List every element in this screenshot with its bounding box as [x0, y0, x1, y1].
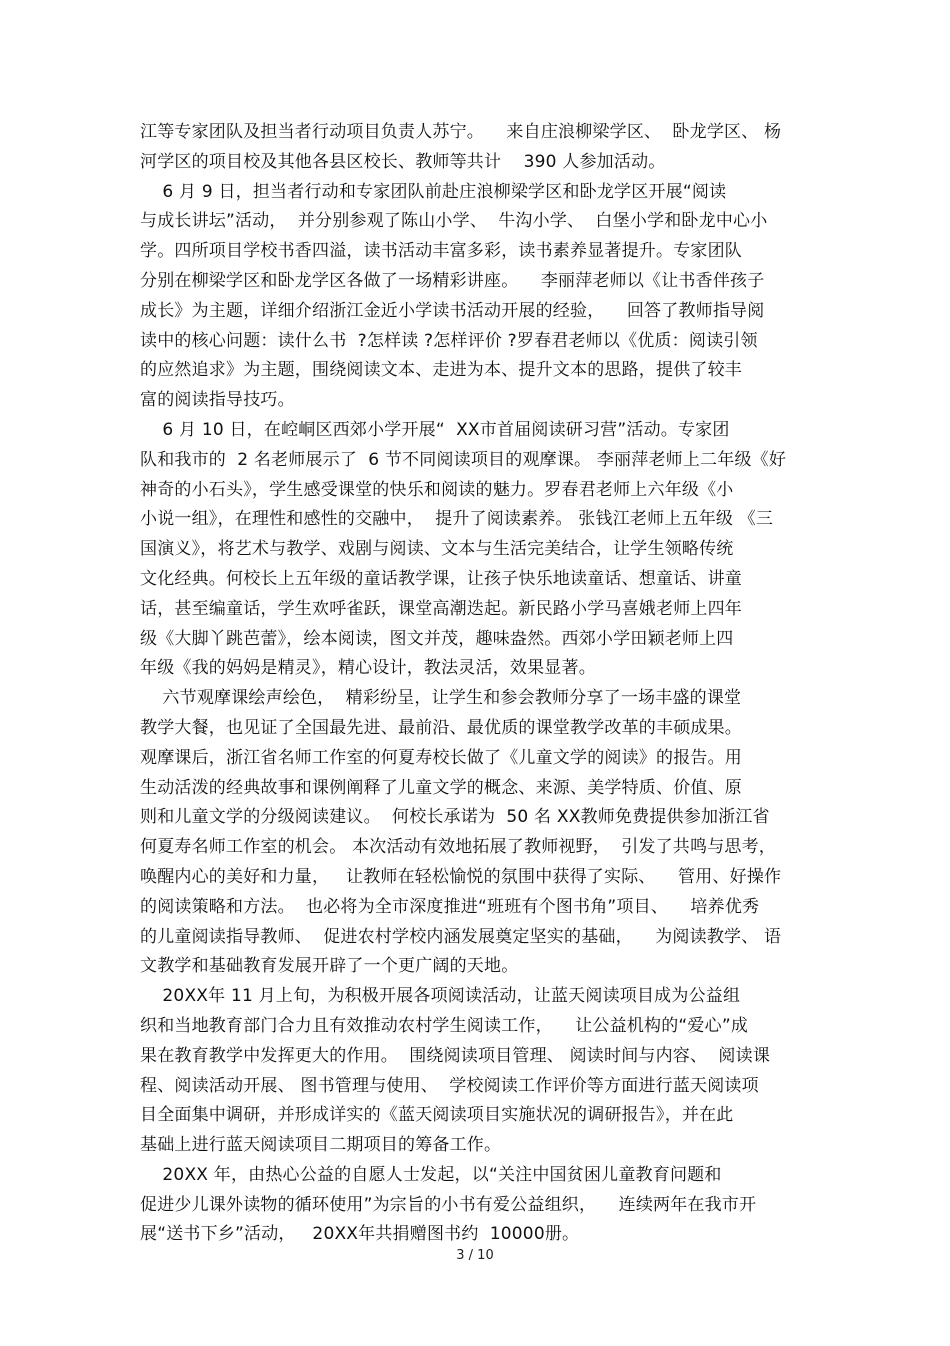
text-line: 织和当地教育部门合力且有效推动农村学生阅读工作， 让公益机构的“爱心”成 [140, 1015, 749, 1036]
text-line: 展“送书下乡”活动， 20XX年共捐赠图书约 10000册。 [140, 1224, 580, 1245]
text-line: 级《大脚丫跳芭蕾》，绘本阅读，图文并茂，趣味盎然。西郊小学田颖老师上四 [140, 628, 734, 649]
text-line: 话，甚至编童话，学生欢呼雀跃，课堂高潮迭起。新民路小学马喜娥老师上四年 [140, 598, 742, 619]
text-line: 6 月 10 日，在崆峒区西郊小学开展“ XX市首届阅读研习营”活动。专家团 [140, 419, 730, 440]
text-line: 江等专家团队及担当者行动项目负责人苏宁。 来自庄浪柳梁学区、 卧龙学区、 杨 [140, 122, 782, 142]
text-line: 促进少儿课外读物的循环使用”为宗旨的小书有爱公益组织， 连续两年在我市开 [140, 1194, 757, 1215]
body-text [140, 118, 820, 1250]
text-line: 目全面集中调研，并形成详实的《蓝天阅读项目实施状况的调研报告》，并在此 [140, 1105, 734, 1126]
text-line: 何夏寿名师工作室的机会。 本次活动有效地拓展了教师视野， 引发了共鸣与思考， [140, 837, 777, 858]
text-line: 小说一组》，在理性和感性的交融中， 提升了阅读素养。 张钱江老师上五年级 《三 [140, 509, 774, 530]
text-line: 生动活泼的经典故事和课例阐释了儿童文学的概念、来源、美学特质、价值、原 [140, 777, 742, 798]
text-line: 6 月 9 日，担当者行动和专家团队前赴庄浪柳梁学区和卧龙学区开展“阅读 [140, 181, 727, 202]
text-line: 观摩课后，浙江省名师工作室的何夏寿校长做了《儿童文学的阅读》的报告。用 [140, 747, 742, 768]
text-line: 的应然追求》为主题，围绕阅读文本、走进为本、提升文本的思路，提供了较丰 [140, 360, 742, 381]
text-line: 20XX 年，由热心公益的自愿人士发起，以“关注中国贫困儿童教育问题和 [140, 1164, 722, 1185]
text-line: 的阅读策略和方法。 也必将为全市深度推进“班班有个图书角”项目、 培养优秀 [140, 896, 760, 917]
page-number: 3 / 10 [456, 1248, 494, 1263]
text-line: 基础上进行蓝天阅读项目二期项目的筹备工作。 [140, 1135, 502, 1156]
text-line: 河学区的项目校及其他各县区校长、教师等共计 390 人参加活动。 [140, 151, 666, 172]
text-line: 年级《我的妈妈是精灵》，精心设计，教法灵活，效果显著。 [140, 658, 596, 679]
text-line: 的儿童阅读指导教师、 促进农村学校内涵发展奠定坚实的基础， 为阅读教学、 语 [140, 926, 782, 947]
text-line: 20XX年 11 月上旬，为积极开展各项阅读活动，让蓝天阅读项目成为公益组 [140, 986, 741, 1007]
text-line: 神奇的小石头》，学生感受课堂的快乐和阅读的魅力。罗春君老师上六年级《小 [140, 479, 734, 500]
text-line: 读中的核心问题：读什么书 ?怎样读 ?怎样评价 ?罗春君老师以《优质：阅读引领 [140, 330, 758, 351]
text-line: 果在教育教学中发挥更大的作用。 围绕阅读项目管理、 阅读时间与内容、 阅读课 [140, 1045, 771, 1066]
text-line: 教学大餐，也见证了全国最先进、最前沿、最优质的课堂教学改革的丰硕成果。 [140, 717, 742, 738]
text-line: 富的阅读指导技巧。 [140, 390, 295, 411]
text-line: 队和我市的 2 名老师展示了 6 节不同阅读项目的观摩课。 李丽萍老师上二年级《好 [140, 449, 787, 470]
text-line: 则和儿童文学的分级阅读建议。 何校长承诺为 50 名 XX教师免费提供参加浙江省 [140, 807, 770, 828]
text-line: 文化经典。何校长上五年级的童话教学课，让孩子快乐地读童话、想童话、讲童 [140, 568, 742, 589]
text-line: 唤醒内心的美好和力量， 让教师在轻松愉悦的氛围中获得了实际、 管用、好操作 [140, 866, 782, 887]
text-line: 与成长讲坛”活动， 并分别参观了陈山小学、 牛沟小学、 白堡小学和卧龙中心小 [140, 211, 768, 232]
text-line: 六节观摩课绘声绘色， 精彩纷呈，让学生和参会教师分享了一场丰盛的课堂 [140, 688, 742, 709]
text-line: 程、阅读活动开展、 图书管理与使用、 学校阅读工作评价等方面进行蓝天阅读项 [140, 1075, 759, 1096]
text-line: 学。四所项目学校书香四溢，读书活动丰富多彩，读书素养显著提升。专家团队 [140, 241, 742, 262]
text-line: 成长》为主题，详细介绍浙江金近小学读书活动开展的经验， 回答了教师指导阅 [140, 300, 765, 321]
text-line: 分别在柳梁学区和卧龙学区各做了一场精彩讲座。 李丽萍老师以《让书香伴孩子 [140, 270, 765, 291]
text-line: 文教学和基础教育发展开辟了一个更广阔的天地。 [140, 956, 519, 977]
text-line: 国演义》，将艺术与教学、戏剧与阅读、文本与生活完美结合，让学生领略传统 [140, 539, 734, 560]
